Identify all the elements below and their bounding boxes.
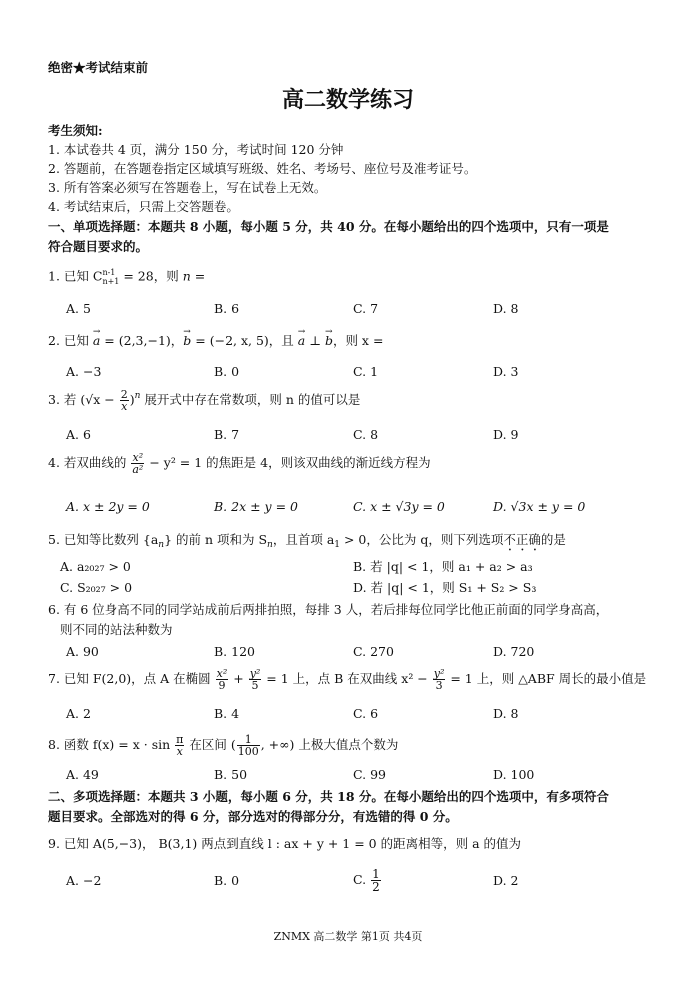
page-footer: ZNMX 高二数学 第1页 共4页 [273,930,423,943]
question-2: 2. 已知 → a = (2,3,−1)，→ b = (−2, x, 5)，且 → a ⊥ → b，则 x = [48,333,383,349]
question-4: 4. 若双曲线的 $\frac{\text{x²}}{\text{a²}}$ − y² = 1 的焦距是 4，则该双曲线的渐近线方程为 [48,451,431,476]
notice-heading: 考生须知: [48,123,103,138]
question-5: 5. 已知等比数列 $\{a_n\}$ 的前 n 项和为 $S_n$，且首项 $a_1 > 0$，公比为 q，则下列选项不正确的是 [48,532,566,550]
q3-option-a: A. 6 [66,427,91,442]
notice-item-3: 3. 所有答案必须写在答题卷上，写在试卷上无效。 [48,180,327,195]
q7-option-c: C. 6 [353,706,379,721]
question-6: 6. 有 6 位身高不同的同学站成前后两排拍照，每排 3 人，若后排每位同学比他正前面的同学身高高， [48,602,609,617]
q3-option-b: B. 7 [214,427,240,442]
q3-option-d: D. 9 [493,427,519,442]
section1-heading-2: 符合题目要求的。 [48,239,149,254]
notice-item-2: 2. 答题前，在答题卷指定区域填写班级、姓名、考场号、座位号及准考证号。 [48,161,477,176]
question-1: 1. 已知 C n-1 n+1 = 28，则 n = [48,268,206,286]
q9-option-c: C. $\frac{1}{2}$ [353,867,380,894]
q4-option-c: C. x ± √3y = 0 [353,499,445,514]
q3-option-c: C. 8 [353,427,379,442]
q9-option-d: D. 2 [493,873,519,888]
secret-label: 绝密★考试结束前 [48,60,149,75]
question-8: 8. 函数 f(x) = x · sin $\frac{\pi}{x}$ 在区间 ( $\frac{1}{100}$ , +∞) 上极大值点个数为 [48,733,399,758]
q1-option-d: D. 8 [493,301,519,316]
q8-option-a: A. 49 [66,767,99,782]
q7-option-d: D. 8 [493,706,519,721]
q5-option-b: B. 若 |q| < 1，则 a₁ + a₂ > a₃ [353,559,533,574]
q6-option-c: C. 270 [353,644,394,659]
q4-option-d: D. √3x ± y = 0 [493,499,586,514]
question-3: 3. 若 (√x − $\frac{2}{x}$ )$^n$ 展开式中存在常数项，则 n 的值可以是 [48,388,361,413]
q8-option-c: C. 99 [353,767,386,782]
q1-option-b: B. 6 [214,301,240,316]
q2-option-c: C. 1 [353,364,379,379]
q1-option-a: A. 5 [66,301,91,316]
q1-option-c: C. 7 [353,301,379,316]
q4-option-b: B. 2x ± y = 0 [214,499,298,514]
q5-option-a: A. a₂₀₂₇ > 0 [60,559,131,574]
notice-item-4: 4. 考试结束后，只需上交答题卷。 [48,199,239,214]
q8-option-d: D. 100 [493,767,535,782]
q2-option-d: D. 3 [493,364,519,379]
q7-option-b: B. 4 [214,706,240,721]
q5-option-c: C. S₂₀₂₇ > 0 [60,580,133,595]
question-7: 7. 已知 F(2,0)，点 A 在椭圆 $\frac{\text{x²}}{9}$ + $\frac{\text{y²}}{5}$ = 1 上，点 B 在双曲线 x² − $\frac{\text{y²}}{3}$ = 1 上，则 △ABF 周长的最小值是 [48,667,647,692]
q8-option-b: B. 50 [214,767,248,782]
section2-heading: 二、多项选择题：本题共 3 小题，每小题 6 分，共 18 分。在每小题给出的四个选项中，有多项符合 [48,789,609,804]
q4-option-a: A. x ± 2y = 0 [66,499,150,514]
section2-heading-2: 题目要求。全部选对的得 6 分，部分选对的得部分分，有选错的得 0 分。 [48,809,458,824]
q2-option-a: A. −3 [66,364,102,379]
question-6-line-2: 则不同的站法种数为 [60,622,173,637]
q2-option-b: B. 0 [214,364,240,379]
q9-option-a: A. −2 [66,873,102,888]
q7-option-a: A. 2 [66,706,91,721]
q9-option-b: B. 0 [214,873,240,888]
q5-option-d: D. 若 |q| < 1，则 S₁ + S₂ > S₃ [353,580,537,595]
section1-heading: 一、单项选择题：本题共 8 小题，每小题 5 分，共 40 分。在每小题给出的四个选项中，只有一项是 [48,219,609,234]
q6-option-b: B. 120 [214,644,255,659]
notice-item-1: 1. 本试卷共 4 页，满分 150 分，考试时间 120 分钟 [48,142,344,157]
q6-option-a: A. 90 [66,644,99,659]
question-9: 9. 已知 A(5,−3)， B(3,1) 两点到直线 l : ax + y + 1 = 0 的距离相等，则 a 的值为 [48,836,522,851]
page-title: 高二数学练习 [281,87,414,113]
q6-option-d: D. 720 [493,644,535,659]
